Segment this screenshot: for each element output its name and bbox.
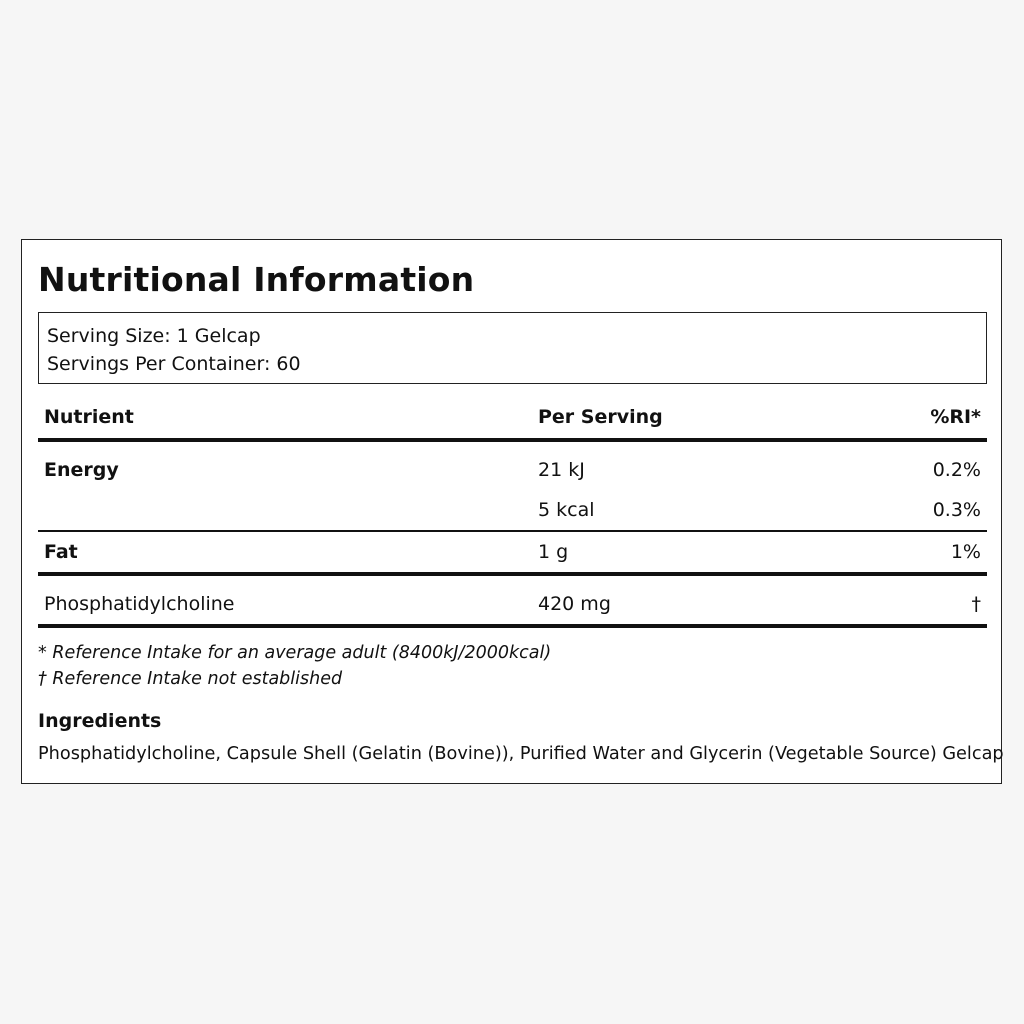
nutrient-name: Energy xyxy=(44,459,119,481)
nutrient-per-serving: 5 kcal xyxy=(538,499,595,521)
header-per-serving: Per Serving xyxy=(538,406,663,428)
table-row xyxy=(38,490,987,530)
ingredients-text: Phosphatidylcholine, Capsule Shell (Gelatin (Bovine)), Purified Water and Glycerin (Vegetable Source) Gelcap xyxy=(38,744,1004,764)
nutrient-per-serving: 420 mg xyxy=(538,592,611,615)
nutrition-panel xyxy=(21,239,1002,784)
table-row xyxy=(38,450,987,490)
footnote-reference-intake: * Reference Intake for an average adult (8400kJ/2000kcal) xyxy=(38,643,552,663)
serving-size: Serving Size: 1 Gelcap xyxy=(47,325,261,347)
page-title: Nutritional Information xyxy=(38,260,475,299)
nutrient-name: Phosphatidylcholine xyxy=(44,592,235,615)
divider-thick xyxy=(38,624,987,628)
nutrient-name: Fat xyxy=(44,540,78,563)
nutrient-ri: 0.3% xyxy=(932,499,981,521)
servings-per-container: Servings Per Container: 60 xyxy=(47,353,301,375)
header-nutrient: Nutrient xyxy=(44,406,134,428)
footnote-not-established: † Reference Intake not established xyxy=(38,669,343,689)
nutrient-ri: 1% xyxy=(950,540,981,563)
table-row xyxy=(38,532,987,572)
nutrient-ri: † xyxy=(971,592,981,615)
header-ri: %RI* xyxy=(930,406,981,428)
nutrient-per-serving: 21 kJ xyxy=(538,459,585,481)
nutrition-table xyxy=(38,396,987,628)
table-row xyxy=(38,584,987,624)
table-header-row xyxy=(38,396,987,438)
footnotes xyxy=(38,640,551,692)
nutrient-ri: 0.2% xyxy=(932,459,981,481)
nutrient-per-serving: 1 g xyxy=(538,540,569,563)
serving-info-box xyxy=(38,312,987,384)
ingredients-heading: Ingredients xyxy=(38,710,162,732)
